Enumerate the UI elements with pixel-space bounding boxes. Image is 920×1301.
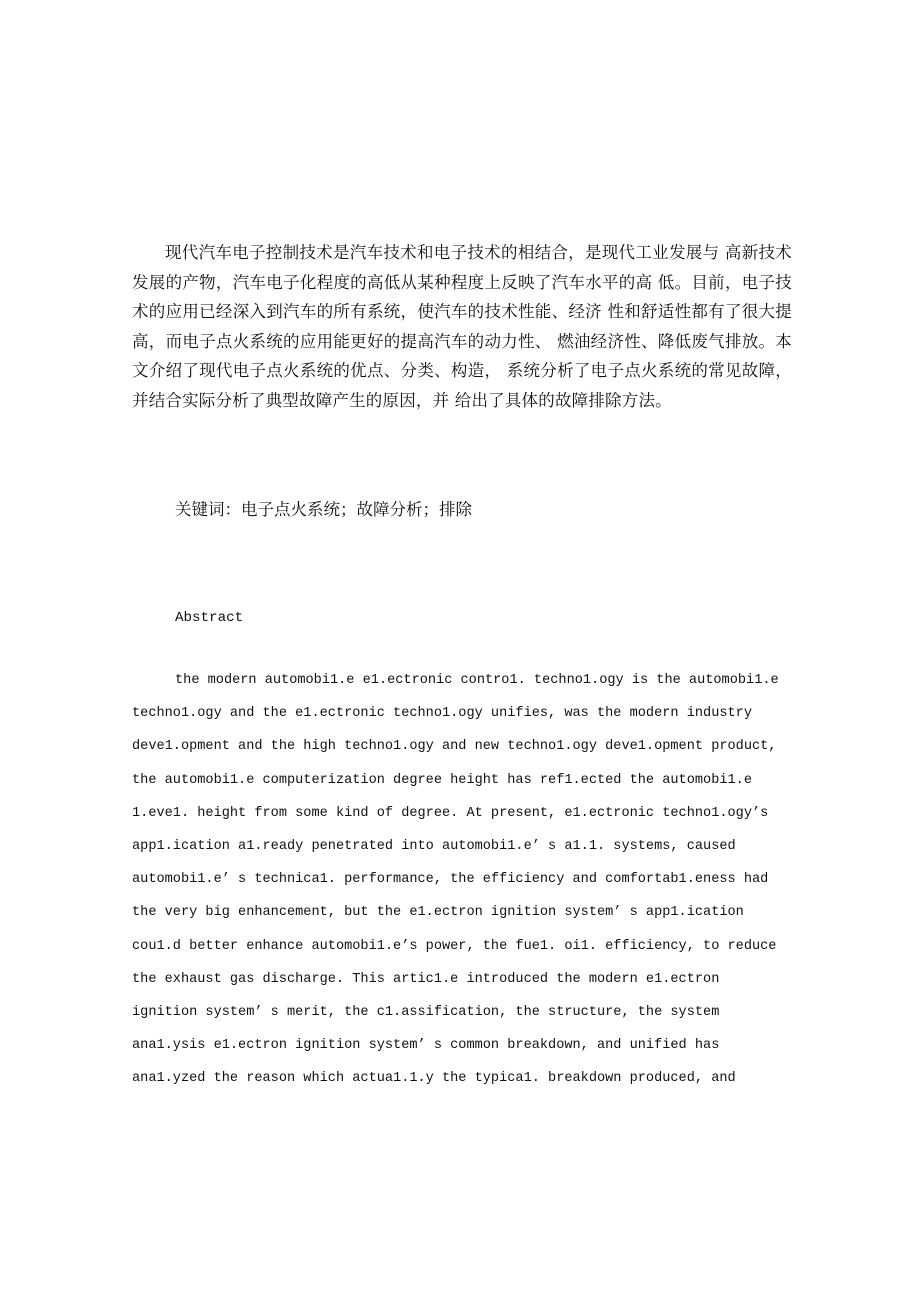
chinese-keywords-line: 关键词：电子点火系统；故障分析；排除	[175, 500, 472, 519]
english-abstract-paragraph: the modern automobi1.e e1.ectronic contro1. techno1.ogy is the automobi1.e techno1.ogy and the e1.ectronic techno1.ogy unifies, was the modern industry deve1.opment and the high techno1.ogy and new techno1.ogy deve1.opment product, the automobi1.e computerization degree height has ref1.ected the automobi1.e 1.eve1. height from some kind of degree. At present, e1.ectronic techno1.ogy’s app1.ication a1.ready penetrated into automobi1.e’ s a1.1. systems, caused automobi1.e’ s technica1. performance, the efficiency and comfortab1.eness had the very big enhancement, but the e1.ectron ignition system’ s app1.ication cou1.d better enhance automobi1.e’s power, the fue1. oi1. efficiency, to reduce the exhaust gas discharge. This artic1.e introduced the modern e1.ectron ignition system’ s merit, the c1.assification, the structure, the system ana1.ysis e1.ectron ignition system’ s common breakdown, and unified has ana1.yzed the reason which actua1.1.y the typica1. breakdown produced, and	[132, 673, 779, 1087]
chinese-abstract-paragraph: 现代汽车电子控制技术是汽车技术和电子技术的相结合，是现代工业发展与 高新技术发展的产物，汽车电子化程度的高低从某种程度上反映了汽车水平的高 低。目前，电子技术的应用已经深入到汽车的所有系统，使汽车的技术性能、经济 性和舒适性都有了很大提高，而电子点火系统的应用能更好的提高汽车的动力性、 燃油经济性、降低废气排放。本文介绍了现代电子点火系统的优点、分类、构造， 系统分析了电子点火系统的常见故障，并结合实际分析了典型故障产生的原因，并 给出了具体的故障排除方法。	[132, 243, 792, 410]
abstract-heading: Abstract	[175, 610, 244, 626]
